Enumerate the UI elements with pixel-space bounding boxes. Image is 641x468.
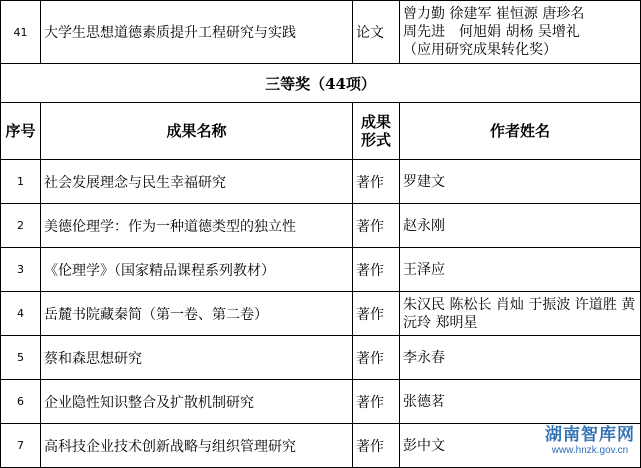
section-header-row bbox=[1, 64, 641, 103]
table-row bbox=[1, 248, 641, 292]
author-line: 周先进 何旭娟 胡杨 吴增礼 bbox=[403, 24, 580, 40]
table-row bbox=[1, 160, 641, 204]
watermark-url: www.hnzk.gov.cn bbox=[551, 445, 629, 456]
author-line: 曾力勤 徐建军 崔恒源 唐珍名 bbox=[403, 6, 585, 22]
row-number: 1 bbox=[1, 160, 41, 204]
achievement-form: 论文 bbox=[353, 1, 400, 64]
author-names: 罗建文 bbox=[400, 160, 641, 204]
table-row bbox=[1, 424, 641, 468]
watermark-name: 湖南智库网 bbox=[545, 425, 635, 445]
achievement-title: 美德伦理学：作为一种道德类型的独立性 bbox=[41, 204, 353, 248]
row-number: 7 bbox=[1, 424, 41, 468]
header-authors: 作者姓名 bbox=[400, 103, 641, 160]
achievement-form: 著作 bbox=[353, 336, 400, 380]
achievement-form: 著作 bbox=[353, 204, 400, 248]
achievement-form: 著作 bbox=[353, 160, 400, 204]
achievement-title: 岳麓书院藏秦简（第一卷、第二卷） bbox=[41, 292, 353, 336]
row-number: 41 bbox=[1, 1, 41, 64]
author-names: 王泽应 bbox=[400, 248, 641, 292]
achievement-form: 著作 bbox=[353, 380, 400, 424]
table-row bbox=[1, 292, 641, 336]
row-number: 5 bbox=[1, 336, 41, 380]
achievement-title: 蔡和森思想研究 bbox=[41, 336, 353, 380]
author-names: 彭中文 bbox=[400, 424, 641, 468]
row-number: 6 bbox=[1, 380, 41, 424]
author-names bbox=[400, 1, 641, 64]
achievement-title: 高科技企业技术创新战略与组织管理研究 bbox=[41, 424, 353, 468]
author-names: 赵永刚 bbox=[400, 204, 641, 248]
section-title: 三等奖（44项） bbox=[1, 64, 641, 103]
author-names: 朱汉民 陈松长 肖灿 于振波 许道胜 黄沅玲 郑明星 bbox=[400, 292, 641, 336]
achievement-title: 大学生思想道德素质提升工程研究与实践 bbox=[41, 1, 353, 64]
achievement-form: 著作 bbox=[353, 248, 400, 292]
table-row bbox=[1, 204, 641, 248]
column-header-row bbox=[1, 103, 641, 160]
row-number: 4 bbox=[1, 292, 41, 336]
achievement-title: 《伦理学》（国家精品课程系列教材） bbox=[41, 248, 353, 292]
table-row bbox=[1, 380, 641, 424]
table-row bbox=[1, 1, 641, 64]
author-names: 张德茗 bbox=[400, 380, 641, 424]
header-number: 序号 bbox=[1, 103, 41, 160]
row-number: 2 bbox=[1, 204, 41, 248]
award-note: （应用研究成果转化奖） bbox=[403, 42, 557, 58]
header-form: 成果形式 bbox=[353, 103, 400, 160]
row-number: 3 bbox=[1, 248, 41, 292]
table-row bbox=[1, 336, 641, 380]
author-names: 李永春 bbox=[400, 336, 641, 380]
achievement-form: 著作 bbox=[353, 424, 400, 468]
achievement-form: 著作 bbox=[353, 292, 400, 336]
achievement-title: 社会发展理念与民生幸福研究 bbox=[41, 160, 353, 204]
header-title: 成果名称 bbox=[41, 103, 353, 160]
achievement-title: 企业隐性知识整合及扩散机制研究 bbox=[41, 380, 353, 424]
